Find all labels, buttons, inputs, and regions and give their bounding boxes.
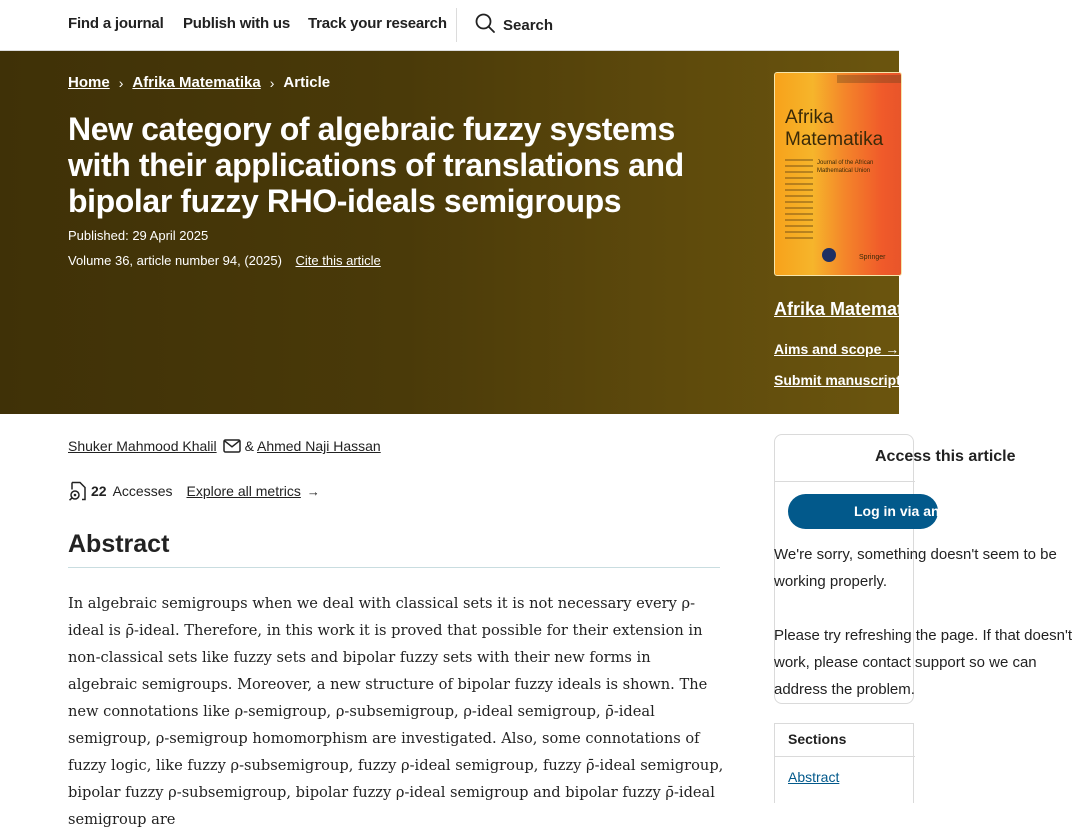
cover-subtitle: Journal of the African Mathematical Union [817,160,874,174]
top-navigation [0,0,899,51]
error-line: Please try refreshing the page. If that doesn't [774,627,1072,644]
globe-icon [822,248,836,262]
sections-divider [775,756,915,757]
cover-topbar [837,75,901,83]
cover-toc-lines [785,159,813,243]
access-panel-header [775,435,1016,482]
breadcrumb-journal[interactable]: Afrika Matematika [132,74,261,91]
error-line: We're sorry, something doesn't seem to be [774,546,1057,563]
accesses-icon [68,481,87,501]
journal-name-link[interactable]: Afrika Matematika [774,299,929,319]
explore-metrics-link[interactable]: Explore all metrics [186,483,301,499]
error-line: work, please contact support so we can [774,654,1037,671]
article-title: New category of algebraic fuzzy systems with their applications of translations and bipolar fuzzy RHO-ideals semigroups [68,111,684,219]
accesses-count: 22 [91,483,107,499]
article-hero [0,51,929,414]
nav-divider [456,8,457,42]
cover-title-line: Matematika [785,129,884,150]
author-link[interactable]: Ahmed Naji Hassan [256,438,381,454]
cover-title-line: Afrika [785,107,834,128]
access-title: Access this article [875,448,1016,465]
abstract-heading: Abstract [68,530,170,558]
institution-login-button[interactable]: Log in via an institution [788,494,938,529]
author-separator: & [244,438,254,454]
volume-info [68,253,381,268]
error-line: address the problem. [774,681,915,698]
aims-scope-link[interactable]: Aims and scope → [774,341,900,357]
sections-title: Sections [788,731,847,747]
breadcrumb-home[interactable]: Home [68,74,110,91]
accesses-label: Accesses [112,483,173,499]
author-list [68,438,381,454]
submit-manuscript-link[interactable]: Submit manuscript → [774,372,919,388]
cite-article-link[interactable]: Cite this article [295,253,381,268]
nav-publish-with-us[interactable]: Publish with us [183,15,291,32]
volume-text: Volume 36, article number 94, (2025) [68,253,282,268]
nav-track-research[interactable]: Track your research [308,15,447,32]
breadcrumb [68,74,330,91]
abstract-text: In algebraic semigroups when we deal with classical sets it is not necessary every ρ-ideal is ρ̄-ideal. Therefore, in this work it is proved that possible for their extension in non-classical sets like fuzzy sets and bipolar fuzzy sets with their new forms in algebraic semigroups. Moreover, a new structure of bipolar fuzzy ideals is shown. The new connotations like ρ-semigroup, ρ-subsemigroup, ρ-ideal semigroup, ρ̄-ideal semigroup, ρ-semigroup homomorphism are investigated. Also, some connotations of fuzzy logic, like fuzzy ρ-subsemigroup, fuzzy ρ-ideal semigroup, fuzzy ρ̄-ideal semigroup, bipolar fuzzy ρ-subsemigroup, bipolar fuzzy ρ-ideal semigroup and bipolar fuzzy ρ̄-ideal semigroup are [68,595,724,828]
sections-panel [774,723,914,803]
error-line: working properly. [774,573,888,590]
cover-publisher: Springer [859,254,886,261]
arrow-right-icon: → [306,483,320,499]
email-icon[interactable] [223,439,241,453]
breadcrumb-separator: › [118,74,124,91]
search-button[interactable] [475,14,553,36]
published-date: Published: 29 April 2025 [68,228,209,243]
cover-title [785,107,883,151]
search-label: Search [503,16,554,34]
breadcrumb-separator: › [269,74,275,91]
journal-cover-image[interactable] [774,72,902,276]
search-icon [475,13,495,38]
nav-find-journal[interactable]: Find a journal [68,15,164,32]
breadcrumb-current: Article [283,74,331,91]
section-link-abstract[interactable]: Abstract [788,769,840,785]
abstract-divider [68,567,720,568]
author-link[interactable]: Shuker Mahmood Khalil [68,438,217,454]
article-metrics [68,481,320,501]
